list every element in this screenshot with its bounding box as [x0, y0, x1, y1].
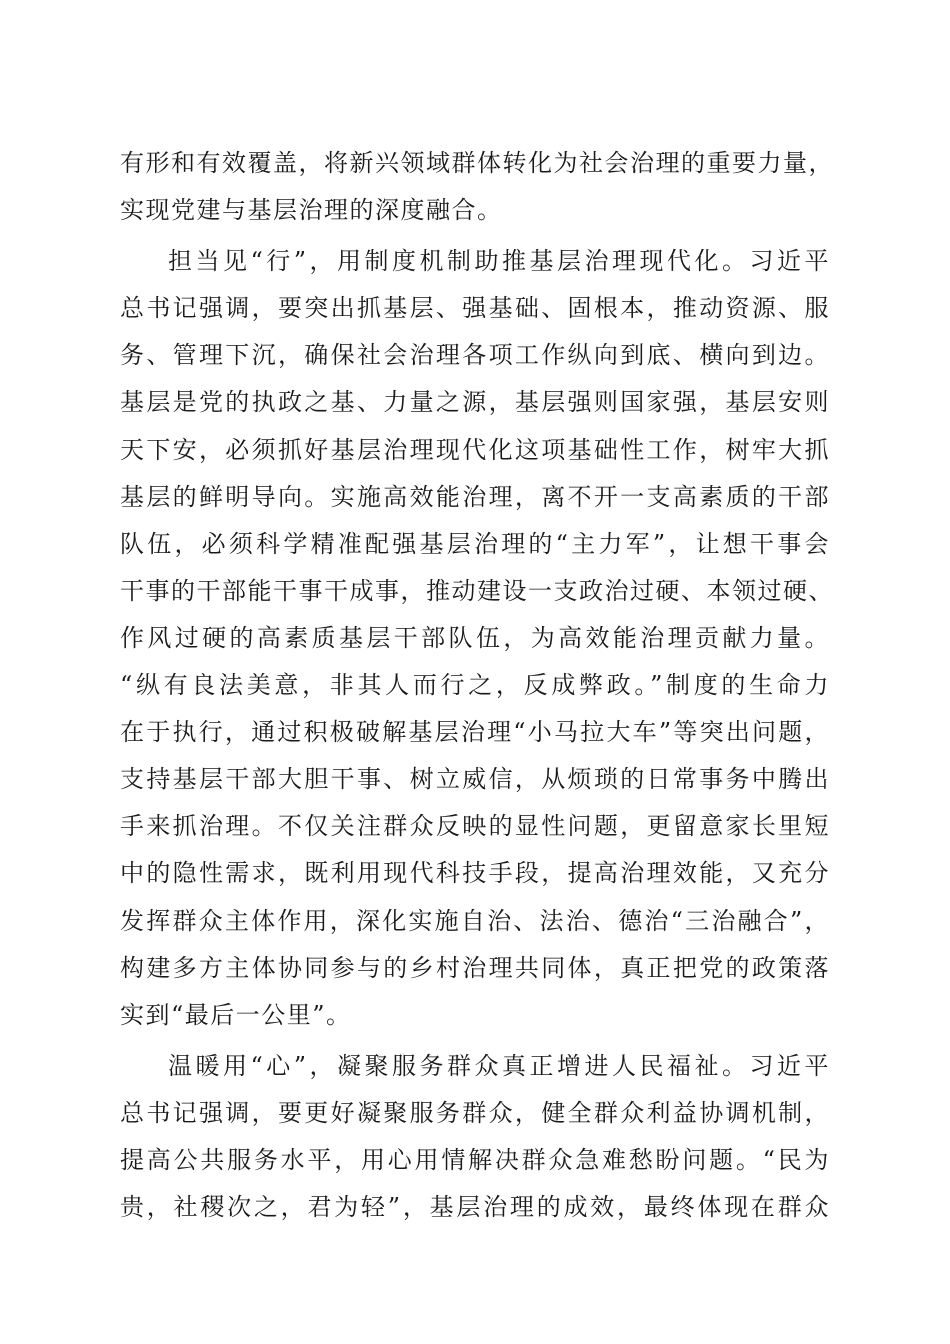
- text-line: 务、管理下沉，确保社会治理各项工作纵向到底、横向到边。: [120, 341, 830, 370]
- text-line: 提高公共服务水平，用心用情解决群众急难愁盼问题。“民为: [120, 1145, 830, 1174]
- text-line: 总书记强调，要突出抓基层、强基础、固根本，推动资源、服: [120, 294, 830, 323]
- text-line: 发挥群众主体作用，深化实施自治、法治、德治“三治融合”，: [120, 906, 830, 935]
- text-line: 在于执行，通过积极破解基层治理“小马拉大车”等突出问题，: [120, 718, 830, 747]
- text-line: 担当见“行”，用制度机制助推基层治理现代化。习近平: [168, 247, 830, 276]
- text-line: 实到“最后一公里”。: [120, 1000, 352, 1029]
- text-line: 作风过硬的高素质基层干部队伍，为高效能治理贡献力量。: [120, 623, 830, 652]
- text-line: 队伍，必须科学精准配强基层治理的“主力军”，让想干事会: [120, 529, 830, 558]
- text-line: 贵，社稷次之，君为轻”，基层治理的成效，最终体现在群众: [120, 1193, 830, 1222]
- text-line: 有形和有效覆盖，将新兴领域群体转化为社会治理的重要力量，: [120, 149, 834, 177]
- text-line: 中的隐性需求，既利用现代科技手段，提高治理效能，又充分: [120, 859, 830, 888]
- body-text: [120, 140, 834, 1231]
- text-line: 基层是党的执政之基、力量之源，基层强则国家强，基层安则: [120, 388, 830, 417]
- text-line: 温暖用“心”，凝聚服务群众真正增进人民福祉。习近平: [168, 1051, 830, 1080]
- text-line: 手来抓治理。不仅关注群众反映的显性问题，更留意家长里短: [120, 812, 830, 841]
- text-line: 基层的鲜明导向。实施高效能治理，离不开一支高素质的干部: [120, 482, 830, 511]
- text-line: “纵有良法美意，非其人而行之，反成弊政。”制度的生命力: [120, 671, 830, 700]
- text-line: 构建多方主体协同参与的乡村治理共同体，真正把党的政策落: [120, 953, 830, 982]
- text-line: 支持基层干部大胆干事、树立威信，从烦琐的日常事务中腾出: [120, 765, 830, 794]
- paragraph-1: [120, 140, 834, 234]
- text-line: 干事的干部能干事干成事，推动建设一支政治过硬、本领过硬、: [120, 576, 834, 605]
- text-line: 总书记强调，要更好凝聚服务群众，健全群众利益协调机制，: [120, 1098, 830, 1127]
- text-line: 实现党建与基层治理的深度融合。: [120, 196, 503, 225]
- text-line: 天下安，必须抓好基层治理现代化这项基础性工作，树牢大抓: [120, 435, 830, 464]
- paragraph-2: [120, 238, 834, 1039]
- paragraph-3: [120, 1043, 830, 1231]
